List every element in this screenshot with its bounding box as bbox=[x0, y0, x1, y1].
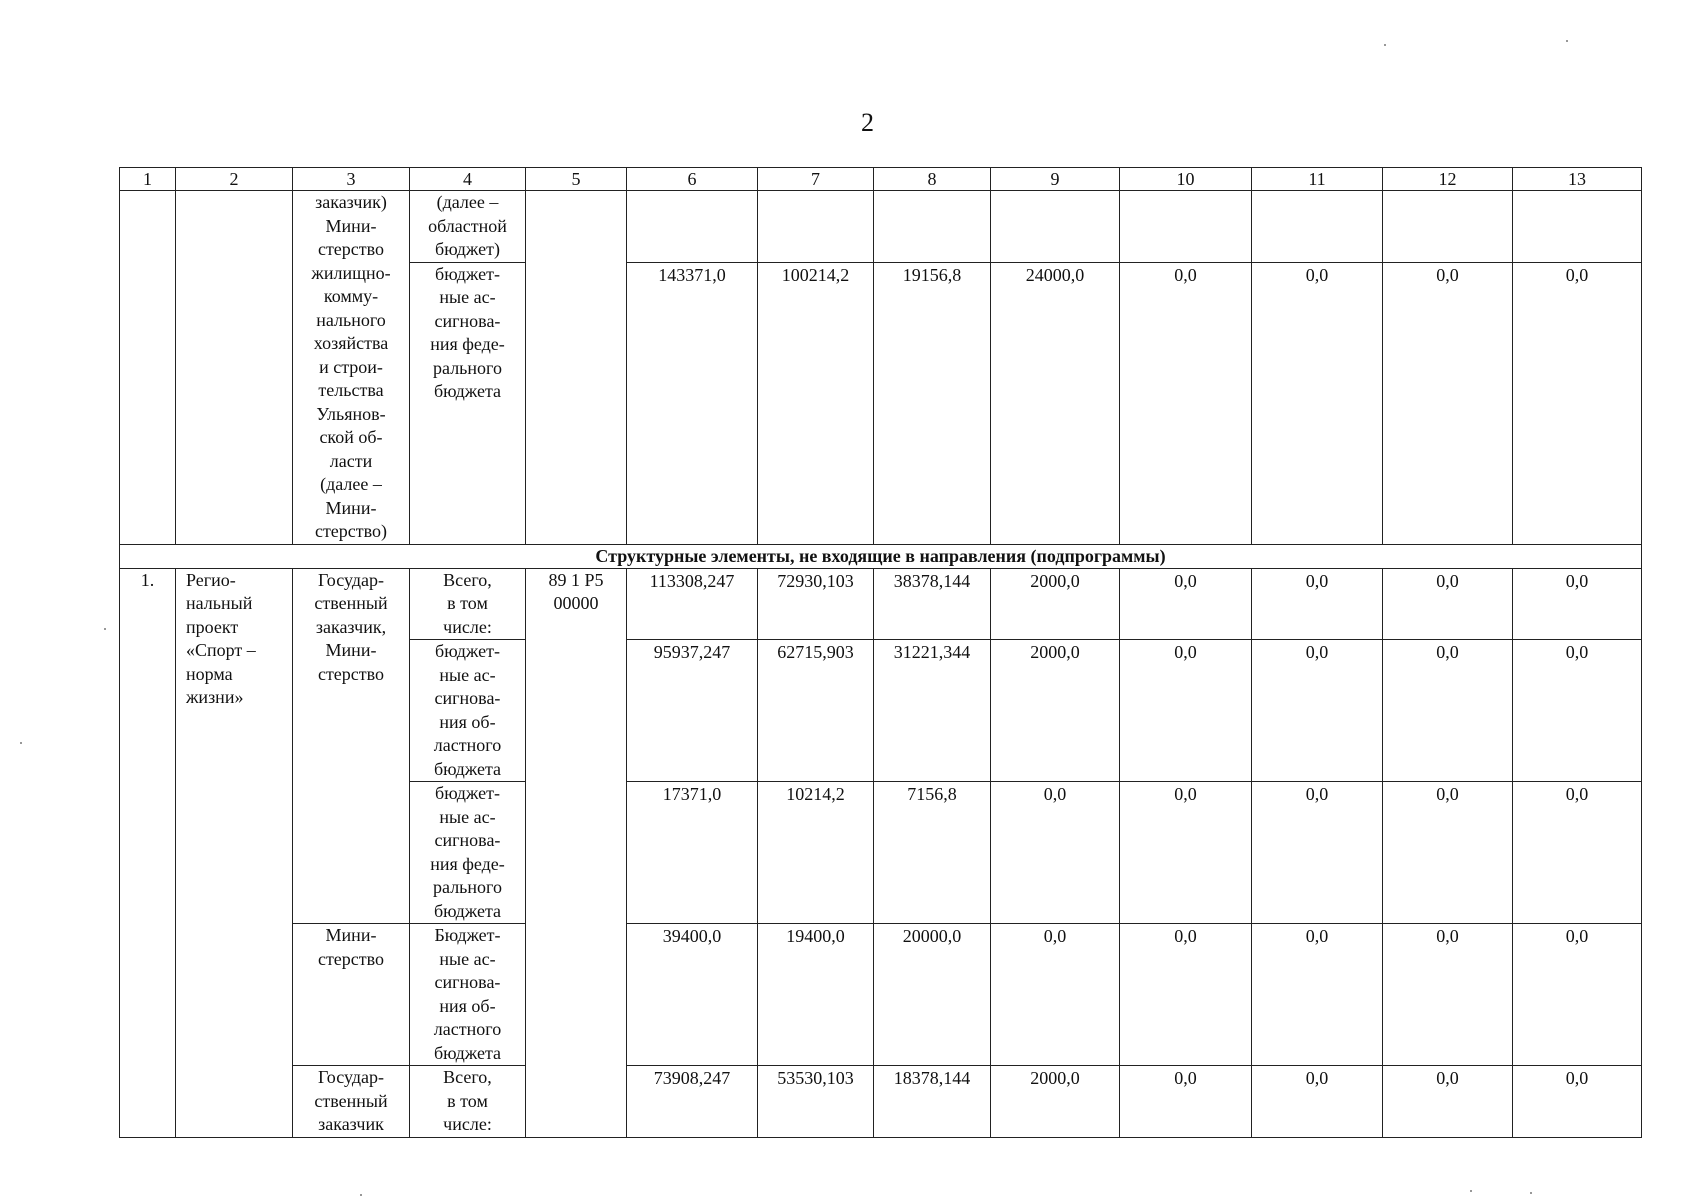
value-cell: 0,0 bbox=[1513, 1066, 1642, 1138]
value-cell: 0,0 bbox=[1252, 568, 1383, 640]
value-cell: 0,0 bbox=[1383, 924, 1513, 1066]
section-row bbox=[120, 544, 1642, 568]
executor-cell: Государ- ственный заказчик bbox=[293, 1066, 410, 1138]
value-cell: 0,0 bbox=[1383, 640, 1513, 782]
funding-source-cell: (далее – областной бюджет) bbox=[410, 191, 526, 263]
budget-table bbox=[119, 167, 1642, 1138]
value-cell: 62715,903 bbox=[758, 640, 874, 782]
value-cell: 0,0 bbox=[991, 782, 1120, 924]
scan-speck bbox=[104, 628, 106, 630]
value-cell: 17371,0 bbox=[627, 782, 758, 924]
table-row bbox=[120, 568, 1642, 640]
value-cell bbox=[627, 191, 758, 263]
scan-speck bbox=[20, 742, 22, 744]
value-cell: 0,0 bbox=[1252, 640, 1383, 782]
value-cell bbox=[1252, 191, 1383, 263]
funding-source-cell: бюджет- ные ас- сигнова- ния феде- рального бюджета bbox=[410, 782, 526, 924]
value-cell: 20000,0 bbox=[874, 924, 991, 1066]
table-row bbox=[120, 924, 1642, 1066]
scan-speck bbox=[1566, 40, 1568, 42]
value-cell: 100214,2 bbox=[758, 262, 874, 544]
value-cell bbox=[991, 191, 1120, 263]
value-cell bbox=[1120, 191, 1252, 263]
value-cell: 113308,247 bbox=[627, 568, 758, 640]
funding-source-cell: Всего, в том числе: bbox=[410, 568, 526, 640]
value-cell: 72930,103 bbox=[758, 568, 874, 640]
value-cell: 0,0 bbox=[1252, 924, 1383, 1066]
page-number: 2 bbox=[861, 108, 874, 137]
value-cell: 0,0 bbox=[1120, 262, 1252, 544]
name-cell bbox=[176, 191, 293, 545]
value-cell: 143371,0 bbox=[627, 262, 758, 544]
value-cell: 2000,0 bbox=[991, 568, 1120, 640]
value-cell: 31221,344 bbox=[874, 640, 991, 782]
column-number: 3 bbox=[293, 168, 410, 191]
code-cell bbox=[526, 191, 627, 545]
funding-source-cell: Всего, в том числе: bbox=[410, 1066, 526, 1138]
column-number: 9 bbox=[991, 168, 1120, 191]
number-cell bbox=[120, 191, 176, 545]
value-cell: 0,0 bbox=[1120, 568, 1252, 640]
value-cell: 95937,247 bbox=[627, 640, 758, 782]
value-cell bbox=[1513, 191, 1642, 263]
value-cell: 0,0 bbox=[1120, 1066, 1252, 1138]
table-row bbox=[120, 191, 1642, 263]
value-cell: 7156,8 bbox=[874, 782, 991, 924]
project-name: Регио- нальный проект «Спорт – норма жизни» bbox=[176, 568, 293, 1137]
value-cell: 0,0 bbox=[1513, 262, 1642, 544]
executor-cell: Государ- ственный заказчик, Мини- стерство bbox=[293, 568, 410, 924]
column-number: 11 bbox=[1252, 168, 1383, 191]
budget-code: 89 1 P5 00000 bbox=[526, 568, 627, 1137]
value-cell: 0,0 bbox=[1513, 568, 1642, 640]
value-cell: 0,0 bbox=[991, 924, 1120, 1066]
value-cell: 0,0 bbox=[1513, 640, 1642, 782]
value-cell: 18378,144 bbox=[874, 1066, 991, 1138]
value-cell: 19400,0 bbox=[758, 924, 874, 1066]
funding-source-cell: бюджет- ные ас- сигнова- ния об- ластного бюджета bbox=[410, 640, 526, 782]
value-cell: 0,0 bbox=[1513, 782, 1642, 924]
value-cell: 53530,103 bbox=[758, 1066, 874, 1138]
column-number: 2 bbox=[176, 168, 293, 191]
value-cell: 10214,2 bbox=[758, 782, 874, 924]
scan-speck bbox=[1384, 44, 1386, 46]
funding-source-cell: Бюджет- ные ас- сигнова- ния об- ластного бюджета bbox=[410, 924, 526, 1066]
value-cell: 0,0 bbox=[1120, 640, 1252, 782]
value-cell: 38378,144 bbox=[874, 568, 991, 640]
column-number: 5 bbox=[526, 168, 627, 191]
value-cell: 73908,247 bbox=[627, 1066, 758, 1138]
value-cell bbox=[1383, 191, 1513, 263]
column-number: 10 bbox=[1120, 168, 1252, 191]
value-cell: 0,0 bbox=[1513, 924, 1642, 1066]
value-cell: 0,0 bbox=[1252, 1066, 1383, 1138]
value-cell: 0,0 bbox=[1383, 1066, 1513, 1138]
row-number: 1. bbox=[120, 568, 176, 1137]
column-number: 7 bbox=[758, 168, 874, 191]
value-cell: 39400,0 bbox=[627, 924, 758, 1066]
section-title: Структурные элементы, не входящие в направления (подпрограммы) bbox=[120, 544, 1642, 568]
value-cell: 2000,0 bbox=[991, 1066, 1120, 1138]
column-number: 4 bbox=[410, 168, 526, 191]
scan-speck bbox=[1530, 1192, 1532, 1194]
column-number: 12 bbox=[1383, 168, 1513, 191]
value-cell: 0,0 bbox=[1120, 924, 1252, 1066]
value-cell bbox=[874, 191, 991, 263]
column-number-row bbox=[120, 168, 1642, 191]
column-number: 6 bbox=[627, 168, 758, 191]
executor-cell: Мини- стерство bbox=[293, 924, 410, 1066]
table-row bbox=[120, 1066, 1642, 1138]
value-cell: 0,0 bbox=[1252, 782, 1383, 924]
value-cell: 2000,0 bbox=[991, 640, 1120, 782]
column-number: 1 bbox=[120, 168, 176, 191]
scan-speck bbox=[1470, 1190, 1472, 1192]
value-cell: 24000,0 bbox=[991, 262, 1120, 544]
value-cell: 0,0 bbox=[1383, 568, 1513, 640]
value-cell bbox=[758, 191, 874, 263]
column-number: 8 bbox=[874, 168, 991, 191]
value-cell: 0,0 bbox=[1383, 262, 1513, 544]
funding-source-cell: бюджет- ные ас- сигнова- ния феде- рального бюджета bbox=[410, 262, 526, 544]
value-cell: 0,0 bbox=[1120, 782, 1252, 924]
column-number: 13 bbox=[1513, 168, 1642, 191]
scan-speck bbox=[360, 1194, 362, 1196]
value-cell: 19156,8 bbox=[874, 262, 991, 544]
value-cell: 0,0 bbox=[1252, 262, 1383, 544]
value-cell: 0,0 bbox=[1383, 782, 1513, 924]
executor-cell: заказчик) Мини- стерство жилищно- комму- нального хозяйства и строи- тельства Ульянов- ской об- ласти (далее – Мини- стерство) bbox=[293, 191, 410, 545]
